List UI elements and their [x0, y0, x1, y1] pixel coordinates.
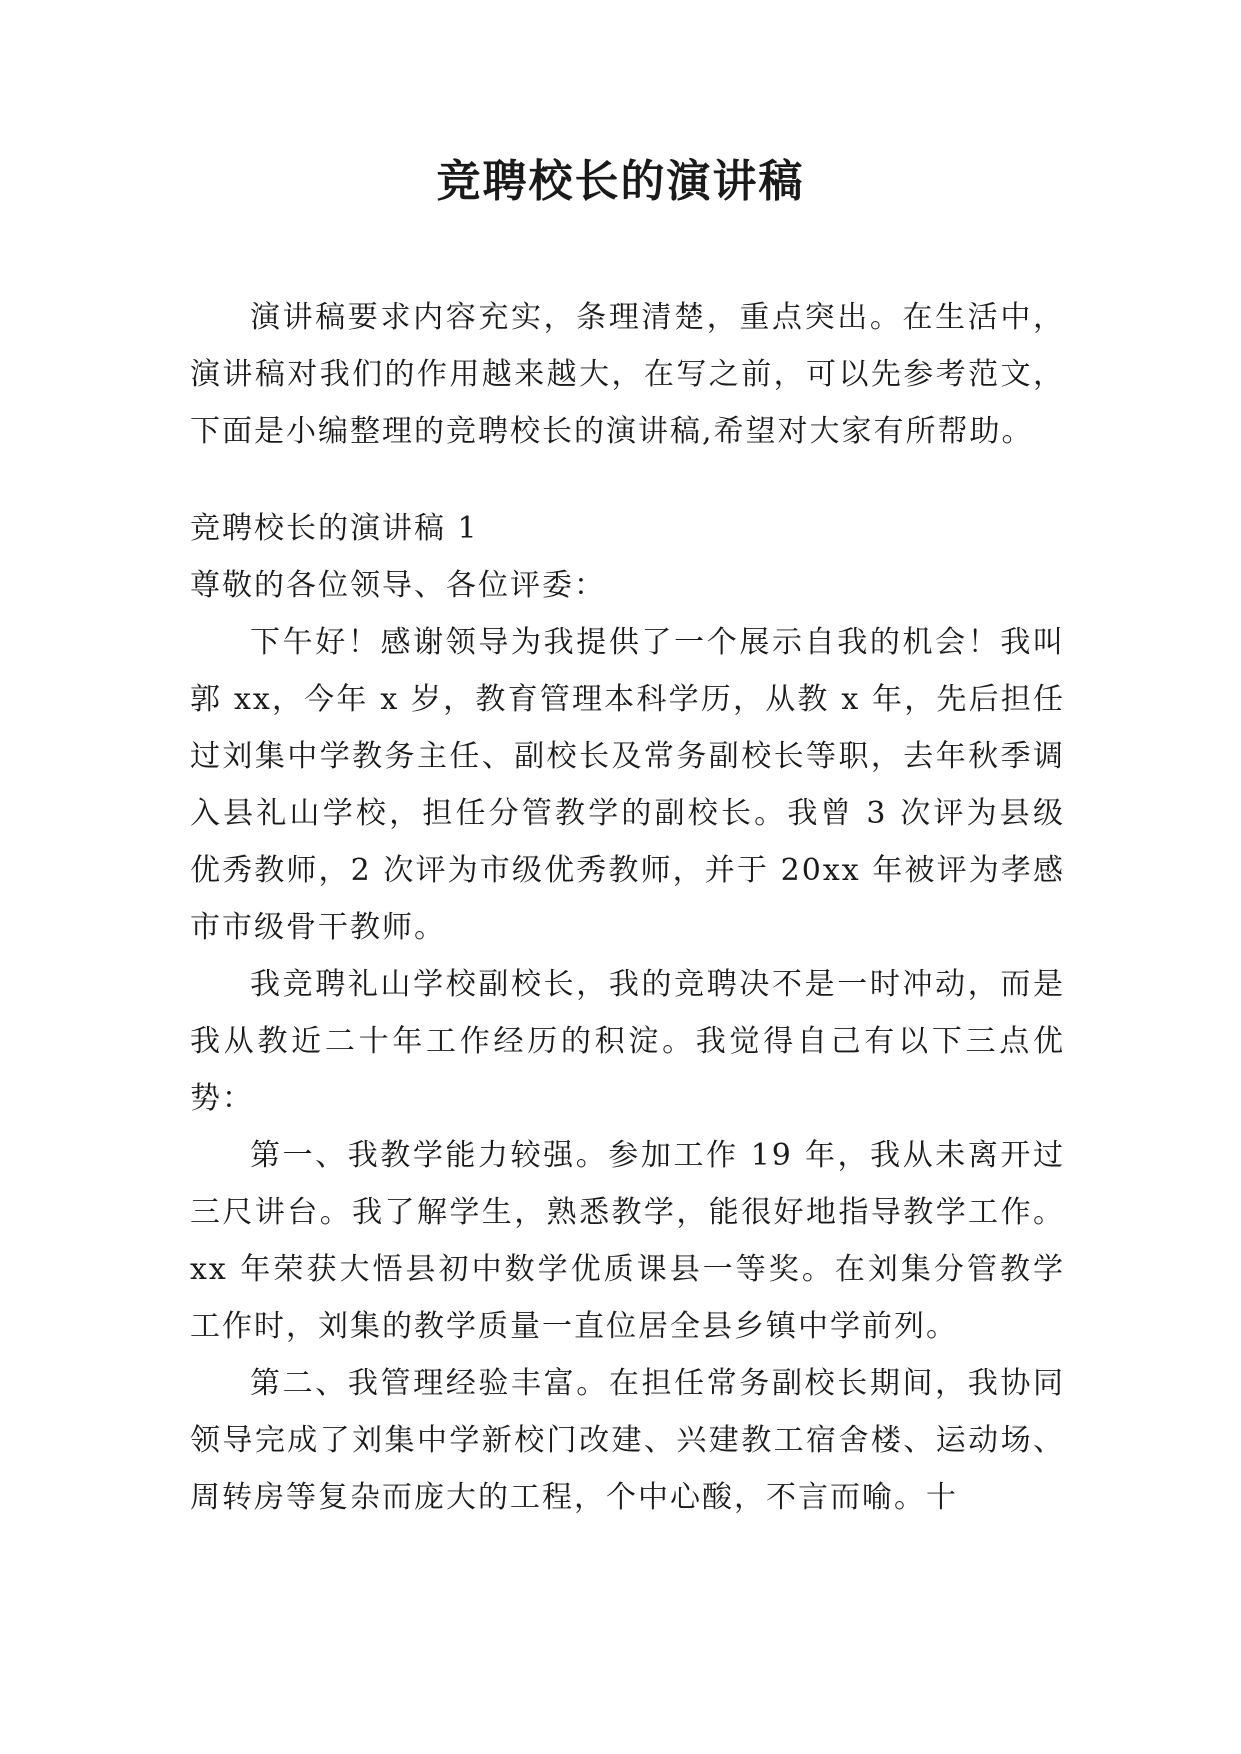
intro-paragraph: 演讲稿要求内容充实，条理清楚，重点突出。在生活中，演讲稿对我们的作用越来越大，在写之前，可以先参考范文，下面是小编整理的竞聘校长的演讲稿,希望对大家有所帮助。 — [190, 300, 1065, 449]
body-paragraph: 第一、我教学能力较强。参加工作 19 年，我从未离开过三尺讲台。我了解学生，熟悉教学，能很好地指导教学工作。xx 年荣获大悟县初中数学优质课县一等奖。在刘集分管教学工作时，刘集的教学质量一直位居全县乡镇中学前列。 — [190, 1138, 1065, 1344]
body-paragraph: 下午好！感谢领导为我提供了一个展示自我的机会！我叫郭 xx，今年 x 岁，教育管理本科学历，从教 x 年，先后担任过刘集中学教务主任、副校长及常务副校长等职，去年秋季调入县礼山学校，担任分管教学的副校长。我曾 3 次评为县级优秀教师，2 次评为市级优秀教师，并于 20xx 年被评为孝感市市级骨干教师。 — [190, 625, 1065, 945]
body-paragraph: 第二、我管理经验丰富。在担任常务副校长期间，我协同领导完成了刘集中学新校门改建、兴建教工宿舍楼、运动场、周转房等复杂而庞大的工程，个中心酸，不言而喻。十 — [190, 1366, 1065, 1515]
section-heading: 竞聘校长的演讲稿 1 — [190, 511, 479, 546]
document-title: 竞聘校长的演讲稿 — [436, 156, 805, 207]
document-body — [190, 289, 1065, 1526]
body-paragraph: 我竞聘礼山学校副校长，我的竞聘决不是一时冲动，而是我从教近二十年工作经历的积淀。我觉得自己有以下三点优势： — [190, 967, 1065, 1116]
salutation: 尊敬的各位领导、各位评委： — [190, 568, 606, 603]
